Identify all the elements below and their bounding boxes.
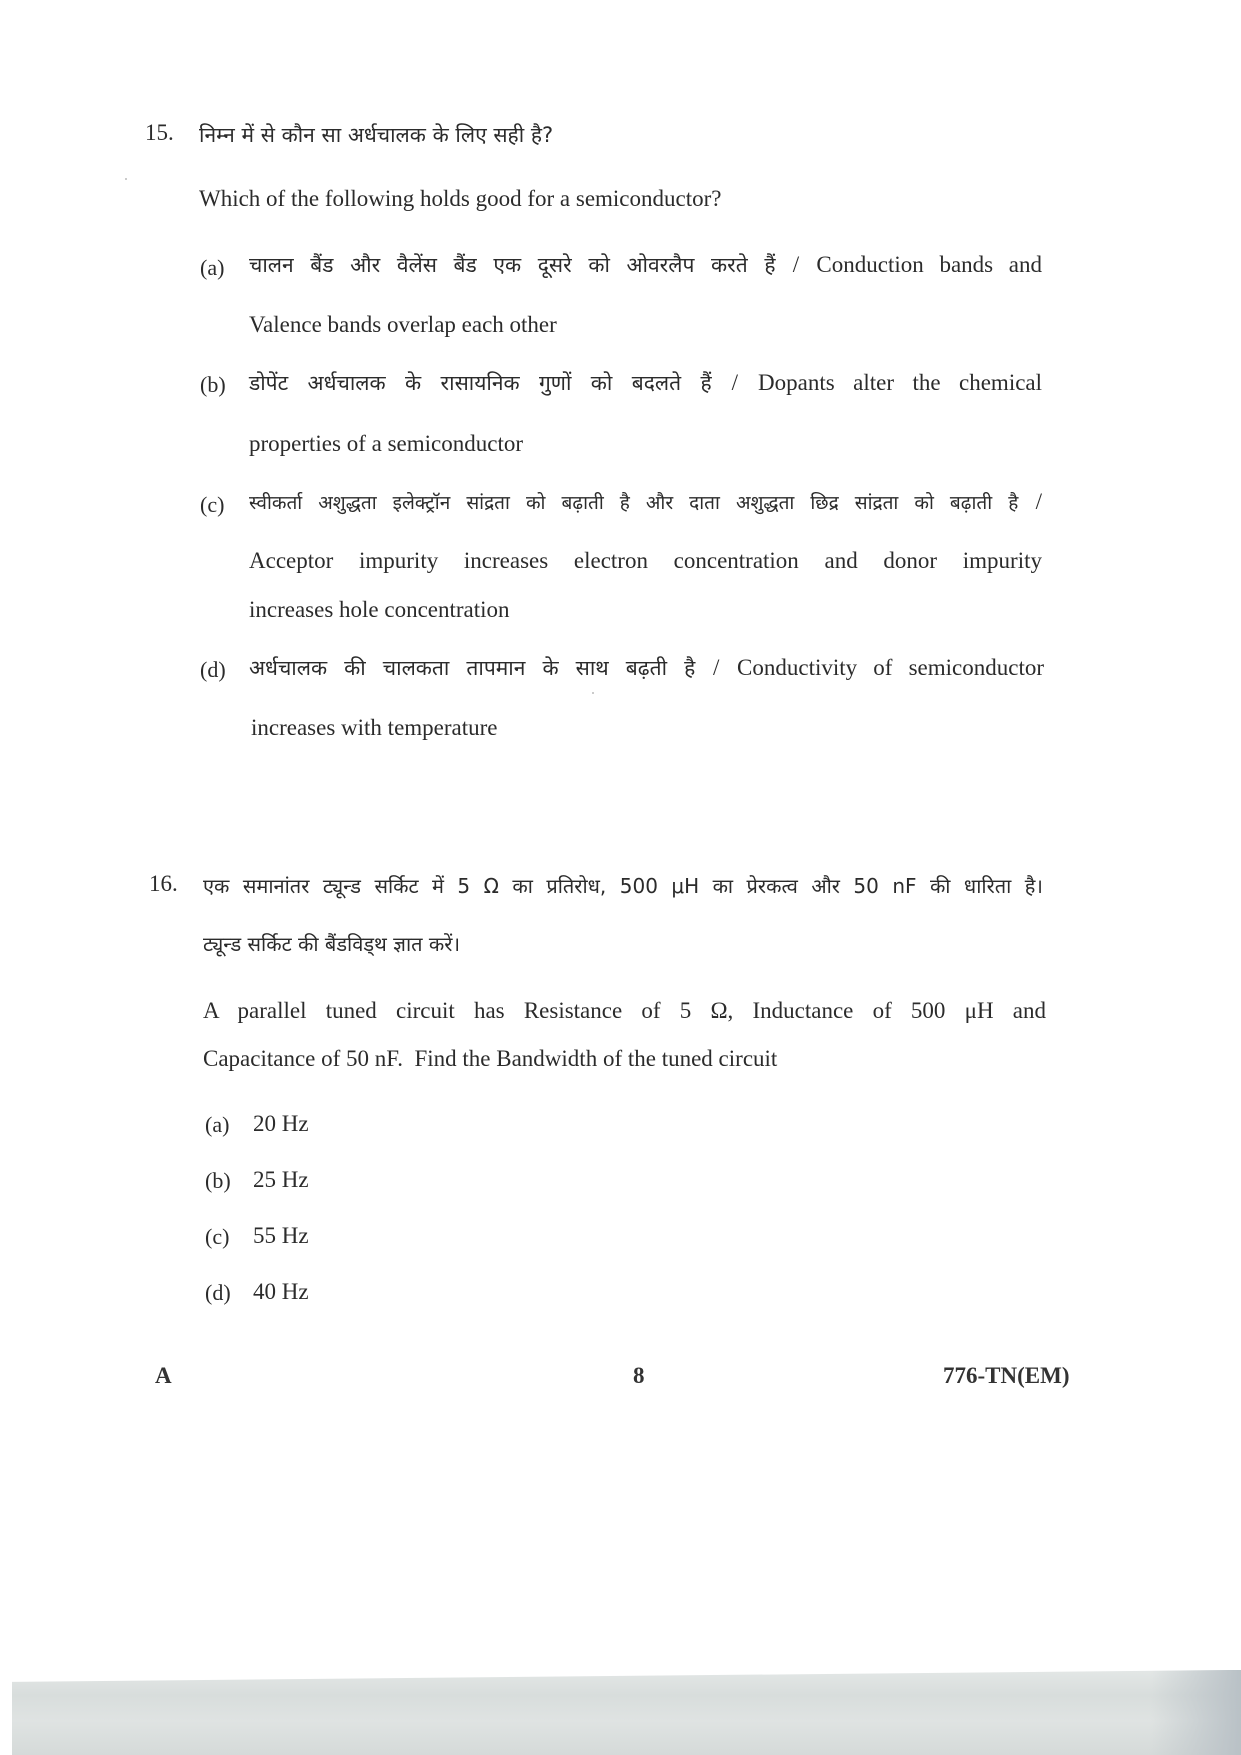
option-label: (a): [205, 1112, 230, 1137]
option-text: 55 Hz: [253, 1223, 309, 1248]
question-text-english-cont: Capacitance of 50 nF. Find the Bandwidth of the tuned circuit: [203, 1046, 778, 1071]
option-text-english-cont: increases hole concentration: [249, 597, 510, 622]
option-label: (d): [200, 657, 226, 682]
option-label: (c): [205, 1224, 230, 1249]
option-text-english-cont: properties of a semiconductor: [249, 431, 523, 456]
option-text-english: Acceptor impurity increases electron concentration and donor impurity: [249, 548, 1042, 573]
option-text-hindi: अर्धचालक की चालकता तापमान के साथ बढ़ती है: [249, 656, 696, 680]
option-text: 40 Hz: [253, 1279, 309, 1304]
question-text-english: Which of the following holds good for a semiconductor?: [199, 186, 722, 211]
separator: /: [731, 370, 739, 395]
option-label: (d): [205, 1280, 231, 1305]
option-label: (c): [200, 492, 225, 517]
option-label: (a): [200, 255, 225, 280]
separator: /: [712, 655, 720, 680]
question-number: 16.: [149, 871, 178, 896]
option-text: 20 Hz: [253, 1111, 309, 1136]
option-text-hindi: स्वीकर्ता अशुद्धता इलेक्ट्रॉन सांद्रता को बढ़ाती है और दाता अशुद्धता छिद्र सांद्रता को बढ़ाती है: [249, 492, 1019, 514]
page-number: 8: [633, 1363, 645, 1388]
option-text-english: Conduction bands and: [816, 252, 1043, 277]
option-text-english-cont: Valence bands overlap each other: [249, 312, 557, 337]
separator: /: [1035, 489, 1042, 514]
scanner-edge-shadow: [12, 1670, 1241, 1755]
option-label: (b): [205, 1168, 231, 1193]
series-code: A: [155, 1363, 172, 1388]
question-text-english: A parallel tuned circuit has Resistance of 5 Ω, Inductance of 500 μH and: [203, 998, 1046, 1023]
option-text-english: Conductivity of semiconductor: [737, 655, 1044, 680]
option-text-hindi: चालन बैंड और वैलेंस बैंड एक दूसरे को ओवरलैप करते हैं: [249, 253, 776, 277]
question-text-hindi: निम्न में से कौन सा अर्धचालक के लिए सही है?: [199, 123, 554, 147]
question-text-hindi: एक समानांतर ट्यून्ड सर्किट में 5 Ω का प्रतिरोध, 500 μH का प्रेरकत्व और 50 nF की धारिता है।: [203, 874, 1043, 898]
option-text-line1: [249, 251, 1042, 279]
option-text-line1: [249, 489, 1042, 515]
option-text-english: Dopants alter the chemical: [758, 370, 1043, 395]
option-text-hindi: डोपेंट अर्धचालक के रासायनिक गुणों को बदलते हैं: [249, 371, 712, 395]
scan-speck: [125, 178, 127, 180]
option-label: (b): [200, 372, 226, 397]
question-number: 15.: [145, 120, 174, 145]
option-text-line1: [249, 369, 1042, 397]
scan-speck: [592, 692, 594, 694]
option-text-english-cont: increases with temperature: [251, 715, 498, 740]
question-text-hindi-cont: ट्यून्ड सर्किट की बैंडविड्थ ज्ञात करें।: [203, 932, 461, 956]
separator: /: [792, 252, 800, 277]
paper-code: 776-TN(EM): [943, 1363, 1070, 1388]
option-text: 25 Hz: [253, 1167, 309, 1192]
option-text-line1: [249, 654, 1044, 682]
